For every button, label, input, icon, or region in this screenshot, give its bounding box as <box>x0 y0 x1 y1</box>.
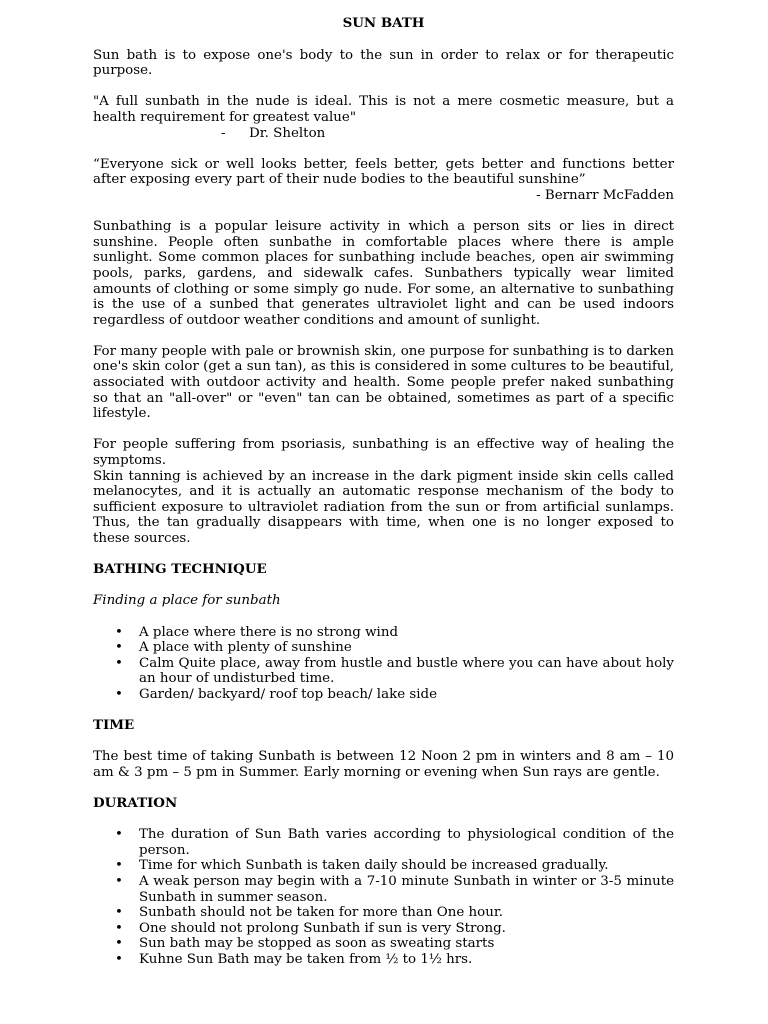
list-item <box>93 936 674 952</box>
heading-time: TIME <box>93 717 135 734</box>
subheading-finding-place: Finding a place for sunbath <box>93 593 281 609</box>
list-item-text: The duration of Sun Bath varies according to physiological condition of the person. <box>139 827 674 858</box>
list-item <box>93 625 674 641</box>
paragraph-psoriasis: For people suffering from psoriasis, sunbathing is an effective way of healing the symptoms. <box>93 437 674 469</box>
quote-shelton-attribution <box>93 126 674 142</box>
bullet-icon: • <box>115 655 123 671</box>
list-item-text: A place with plenty of sunshine <box>139 640 352 656</box>
list-item <box>93 905 674 921</box>
heading-bathing-technique: BATHING TECHNIQUE <box>93 561 267 578</box>
bullet-icon: • <box>115 858 123 874</box>
bullet-icon: • <box>115 920 123 936</box>
document-page <box>93 16 674 983</box>
list-item-text: A weak person may begin with a 7-10 minute Sunbath in winter or 3-5 minute Sunbath in summer season. <box>139 874 674 905</box>
bullet-icon: • <box>115 952 123 968</box>
list-item <box>93 952 674 968</box>
list-item <box>93 827 674 858</box>
paragraph-time: The best time of taking Sunbath is between 12 Noon 2 pm in winters and 8 am – 10 am & 3 pm – 5 pm in Summer. Early morning or evening when Sun rays are gentle. <box>93 749 674 780</box>
heading-duration: DURATION <box>93 795 178 812</box>
quote-mcfadden-author: - Bernarr McFadden <box>536 187 674 203</box>
list-item-text: Calm Quite place, away from hustle and bustle where you can have about holy an hour of undisturbed time. <box>139 655 674 687</box>
intro-paragraph: Sun bath is to expose one's body to the sun in order to relax or for therapeutic purpose. <box>93 47 674 79</box>
list-item <box>93 687 674 703</box>
bullet-icon: • <box>115 936 123 952</box>
list-item-text: Sunbath should not be taken for more than One hour. <box>139 905 504 921</box>
bullet-icon: • <box>115 874 123 890</box>
paragraph-skin-color: For many people with pale or brownish skin, one purpose for sunbathing is to darken one's skin color (get a sun tan), as this is considered in some cultures to be beautiful, associated with outdoor activity and health. Some people prefer naked sunbathing so that an "all-over" or "even" tan can be obtained, sometimes as part of a specific lifestyle. <box>93 343 674 422</box>
quote-mcfadden: “Everyone sick or well looks better, feels better, gets better and functions better after exposing every part of their nude bodies to the beautiful sunshine” <box>93 156 674 188</box>
technique-list <box>93 625 674 703</box>
attribution-dash: - <box>221 125 226 141</box>
bullet-icon: • <box>115 624 123 640</box>
document-title: SUN BATH <box>342 15 425 31</box>
list-item-text: One should not prolong Sunbath if sun is very Strong. <box>139 920 506 936</box>
list-item-text: A place where there is no strong wind <box>139 624 399 640</box>
list-item-text: Garden/ backyard/ roof top beach/ lake side <box>139 686 438 702</box>
list-item <box>93 656 674 687</box>
quote-shelton: "A full sunbath in the nude is ideal. This is not a mere cosmetic measure, but a health requirement for greatest value" <box>93 94 674 125</box>
list-item <box>93 640 674 656</box>
duration-list <box>93 827 674 967</box>
list-item-text: Time for which Sunbath is taken daily should be increased gradually. <box>139 858 609 874</box>
list-item <box>93 921 674 937</box>
bullet-icon: • <box>115 905 123 921</box>
bullet-icon: • <box>115 827 123 843</box>
bullet-icon: • <box>115 640 123 656</box>
list-item <box>93 874 674 905</box>
list-item <box>93 858 674 874</box>
bullet-icon: • <box>115 686 123 702</box>
paragraph-sunbathing: Sunbathing is a popular leisure activity in which a person sits or lies in direct sunshine. People often sunbathe in comfortable places where there is ample sunlight. Some common places for sunbathing include beaches, open air swimming pools, parks, gardens, and sidewalk cafes. Sunbathers typically wear limited amounts of clothing or some simply go nude. For some, an alternative to sunbathing is the use of a sunbed that generates ultraviolet light and can be used indoors regardless of outdoor weather conditions and amount of sunlight. <box>93 219 674 328</box>
list-item-text: Sun bath may be stopped as soon as sweating starts <box>139 936 495 952</box>
paragraph-tanning: Skin tanning is achieved by an increase in the dark pigment inside skin cells called melanocytes, and it is actually an automatic response mechanism of the body to sufficient exposure to ultraviolet radiation from the sun or from artificial sunlamps. Thus, the tan gradually disappears with time, when one is no longer exposed to these sources. <box>93 468 674 546</box>
list-item-text: Kuhne Sun Bath may be taken from ½ to 1½ hrs. <box>139 952 473 968</box>
quote-shelton-author: Dr. Shelton <box>249 125 326 141</box>
